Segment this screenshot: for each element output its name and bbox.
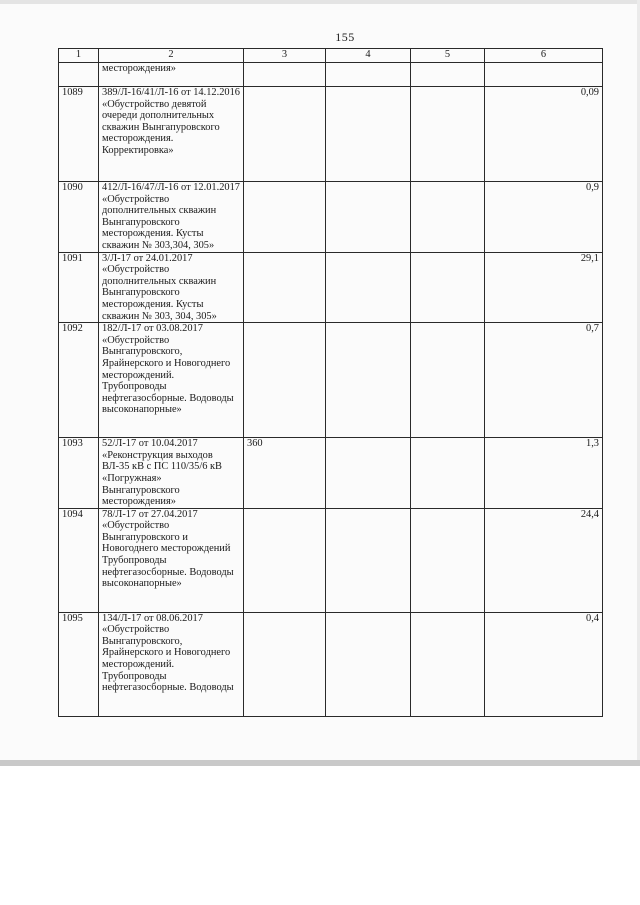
cell-col3: 360 <box>244 438 326 509</box>
cell-col3 <box>244 508 326 612</box>
scan-edge-top <box>0 0 640 4</box>
table-row <box>59 508 603 612</box>
table-row <box>59 438 603 509</box>
page-number: 155 <box>335 30 355 44</box>
cell-col4 <box>326 508 411 612</box>
cell-description: 3/Л-17 от 24.01.2017 «Обустройство дополнительных скважин Вынгапуровского месторождения. Кусты скважин № 303, 304, 305» <box>99 252 244 323</box>
cell-id: 1093 <box>59 438 99 509</box>
cell-description: 412/Л-16/47/Л-16 от 12.01.2017 «Обустройство дополнительных скважин Вынгапуровского месторождения. Кусты скважин № 303,304, 305» <box>99 182 244 253</box>
cell-col4 <box>326 252 411 323</box>
cell-col5 <box>411 612 485 716</box>
cell-col3 <box>244 323 326 438</box>
cell-col3 <box>244 612 326 716</box>
cell-description: 52/Л-17 от 10.04.2017 «Реконструкция выходов ВЛ-35 кВ с ПС 110/35/6 кВ «Погружная» Вынгапуровского месторождения» <box>99 438 244 509</box>
table-row <box>59 252 603 323</box>
cell-col6: 1,3 <box>485 438 603 509</box>
cell-col5 <box>411 182 485 253</box>
cell-col6: 24,4 <box>485 508 603 612</box>
cell-description: 389/Л-16/41/Л-16 от 14.12.2016 «Обустройство девятой очереди дополнительных скважин Вынгапуровского месторождения. Корректировка» <box>99 87 244 182</box>
cell-col5 <box>411 87 485 182</box>
cell-col3 <box>244 63 326 87</box>
cell-col6: 29,1 <box>485 252 603 323</box>
cell-col3 <box>244 87 326 182</box>
cell-col4 <box>326 438 411 509</box>
cell-description: 182/Л-17 от 03.08.2017 «Обустройство Вынгапуровского, Ярайнерского и Новогоднего месторождений. Трубопроводы нефтегазосборные. Водоводы высоконапорные» <box>99 323 244 438</box>
header-row <box>59 49 603 63</box>
cell-description: 78/Л-17 от 27.04.2017 «Обустройство Вынгапуровского и Новогоднего месторождений Трубопроводы нефтегазосборные. Водоводы высоконапорные» <box>99 508 244 612</box>
cell-col6: 0,09 <box>485 87 603 182</box>
column-header-1: 1 <box>59 49 99 63</box>
cell-id: 1089 <box>59 87 99 182</box>
column-header-5: 5 <box>411 49 485 63</box>
column-header-6: 6 <box>485 49 603 63</box>
cell-col4 <box>326 87 411 182</box>
column-header-4: 4 <box>326 49 411 63</box>
cell-col4 <box>326 323 411 438</box>
cell-col3 <box>244 182 326 253</box>
cell-description: месторождения» <box>99 63 244 87</box>
column-header-3: 3 <box>244 49 326 63</box>
cell-col5 <box>411 508 485 612</box>
cell-col6: 0,7 <box>485 323 603 438</box>
cell-col5 <box>411 252 485 323</box>
cell-col6: 0,4 <box>485 612 603 716</box>
cell-id <box>59 63 99 87</box>
cell-id: 1095 <box>59 612 99 716</box>
cell-col6: 0,9 <box>485 182 603 253</box>
cell-col4 <box>326 63 411 87</box>
table-row <box>59 323 603 438</box>
cell-col5 <box>411 438 485 509</box>
cell-col5 <box>411 323 485 438</box>
cell-id: 1091 <box>59 252 99 323</box>
cell-id: 1094 <box>59 508 99 612</box>
table-row <box>59 612 603 716</box>
continuation-row <box>59 63 603 87</box>
cell-col4 <box>326 182 411 253</box>
column-header-2: 2 <box>99 49 244 63</box>
cell-col4 <box>326 612 411 716</box>
cell-description: 134/Л-17 от 08.06.2017 «Обустройство Вынгапуровского, Ярайнерского и Новогоднего месторождений. Трубопроводы нефтегазосборные. Водоводы <box>99 612 244 716</box>
table-row <box>59 87 603 182</box>
register-table <box>58 48 603 717</box>
table-row <box>59 182 603 253</box>
cell-col6 <box>485 63 603 87</box>
cell-id: 1090 <box>59 182 99 253</box>
cell-col5 <box>411 63 485 87</box>
cell-id: 1092 <box>59 323 99 438</box>
cell-col3 <box>244 252 326 323</box>
